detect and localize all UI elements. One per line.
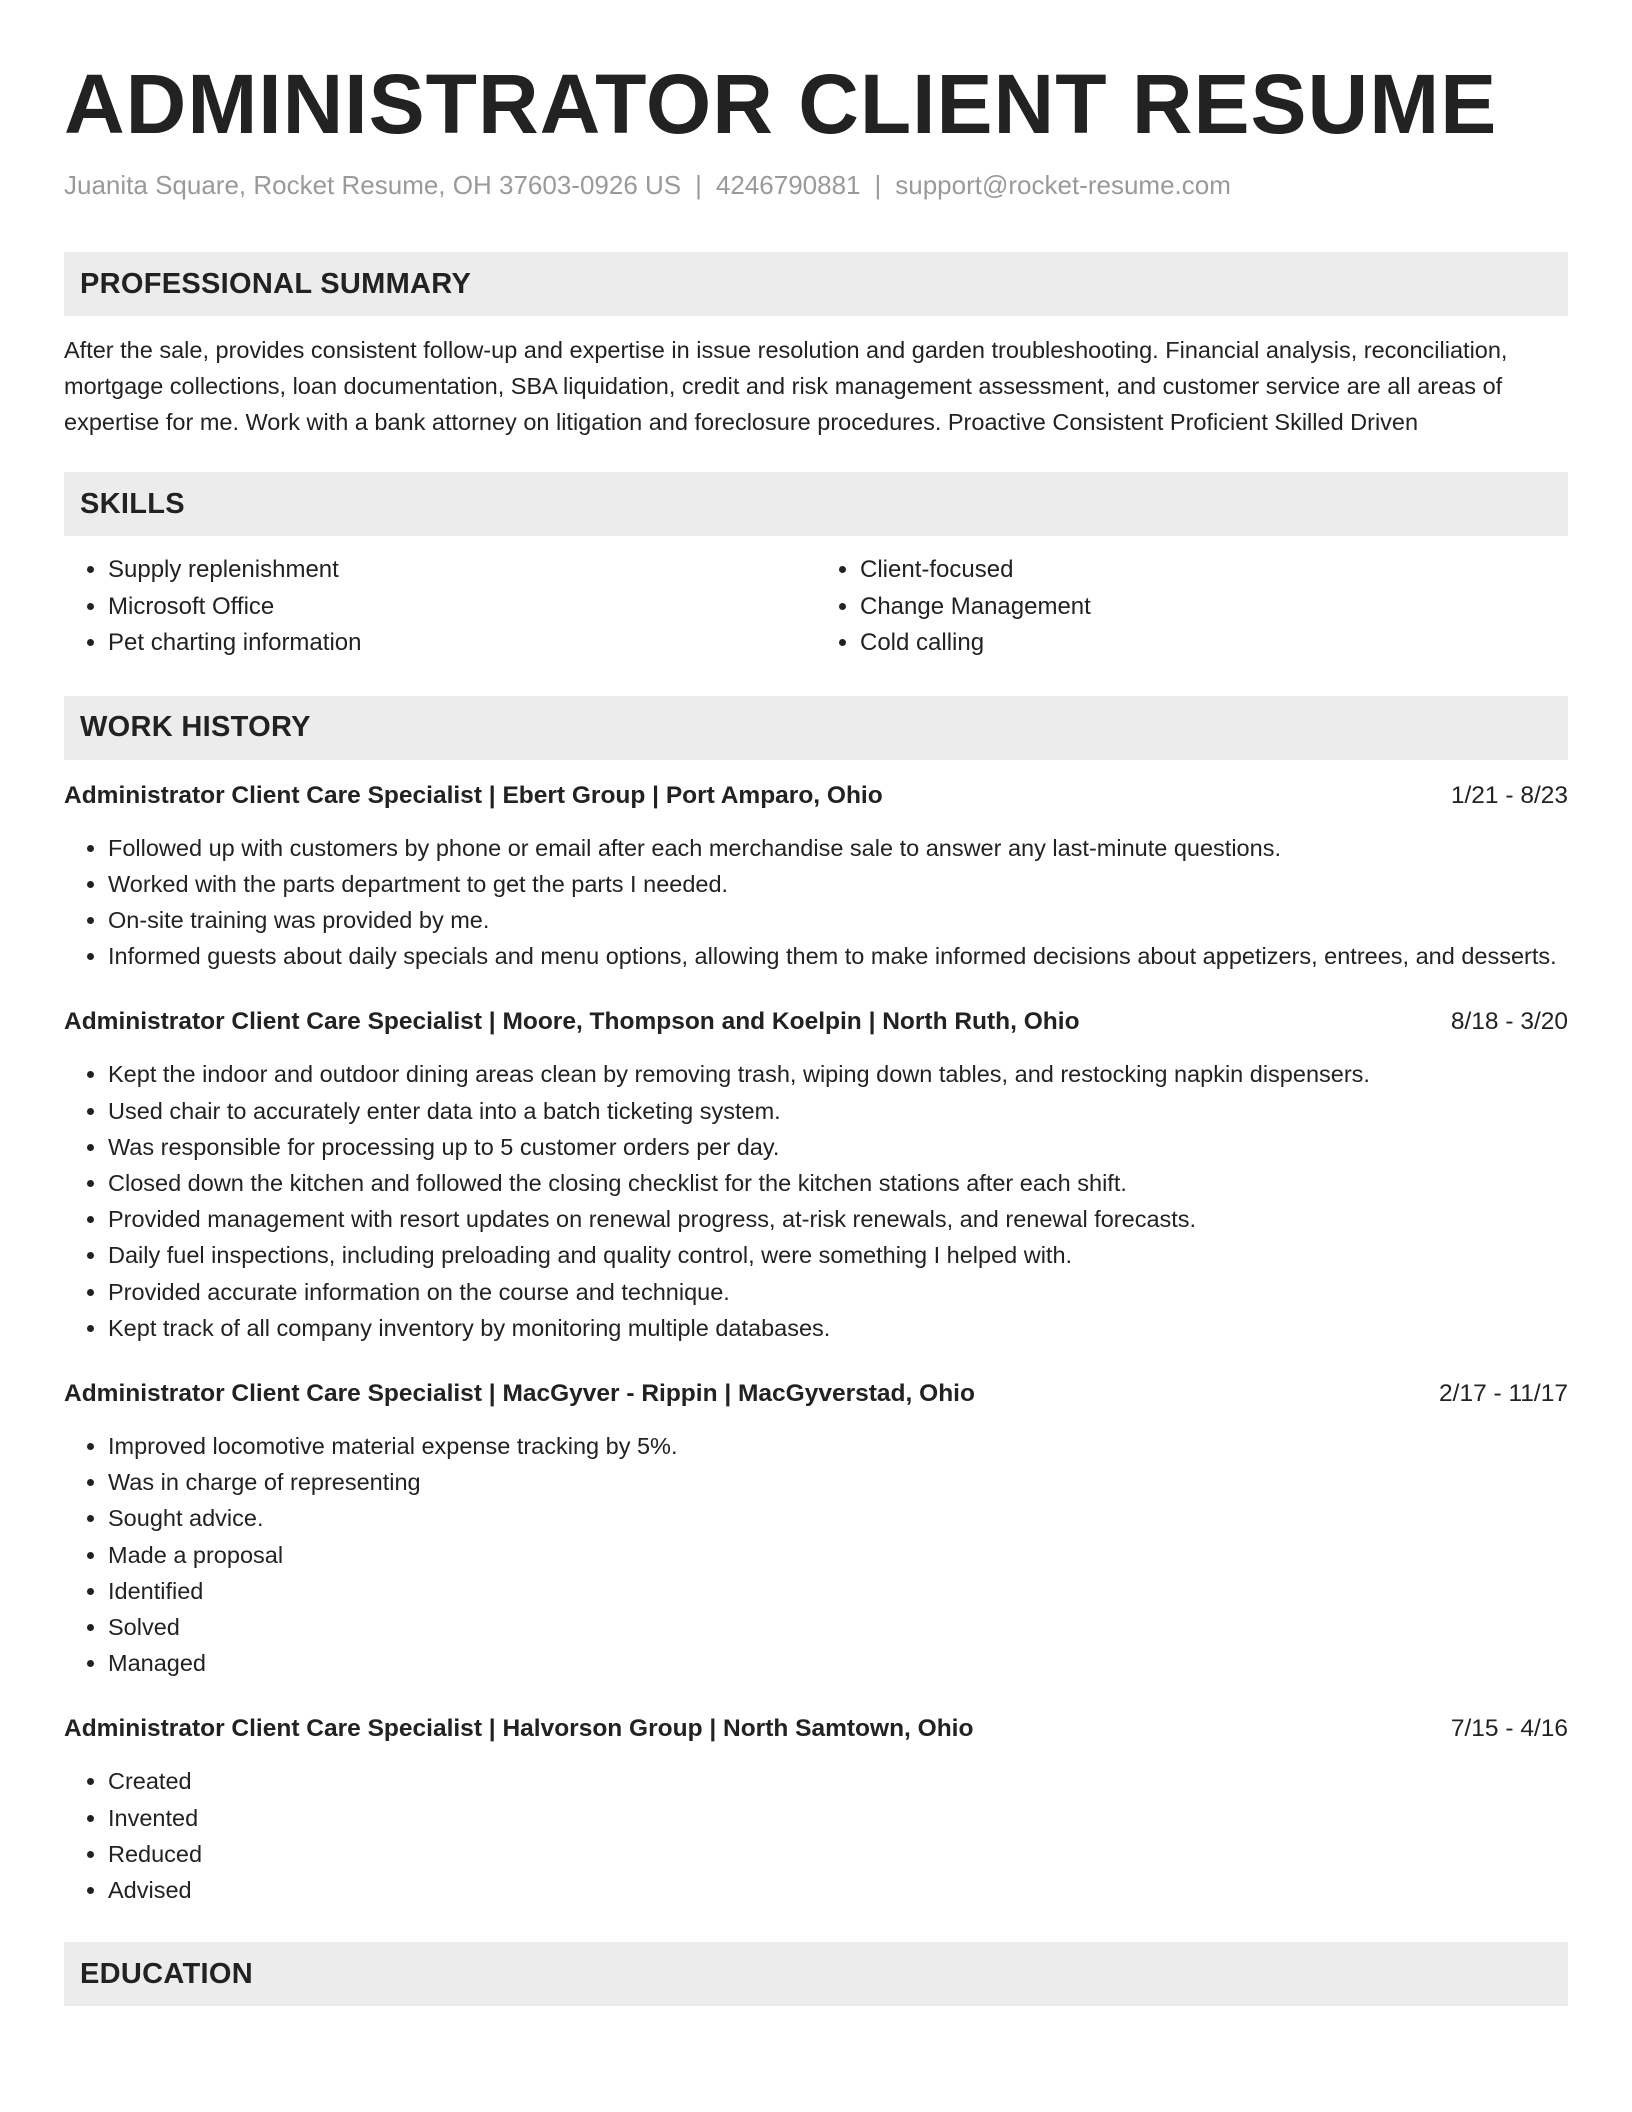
job-bullet: • Worked with the parts department to get the parts I needed. [108, 866, 1568, 902]
job-bullet-list [64, 1763, 1568, 1908]
skills-grid [64, 552, 1568, 662]
summary-text: After the sale, provides consistent follow-up and expertise in issue resolution and garden troubleshooting. Financial analysis, reconciliation, mortgage collections, loan documentation, SBA liquidation, credit and risk management assessment, and customer service are all areas of expertise for me. Work with a bank attorney on litigation and foreclosure procedures. Proactive Consistent Proficient Skilled Driven [64, 337, 1508, 435]
job-title: Administrator Client Care Specialist | Halvorson Group | North Samtown, Ohio [64, 1715, 974, 1743]
job-title: Administrator Client Care Specialist | MacGyver - Rippin | MacGyverstad, Ohio [64, 1379, 975, 1407]
job-bullet: • Provided accurate information on the course and technique. [108, 1274, 1568, 1310]
contact-separator: | [874, 170, 882, 200]
resume-page [64, 0, 1568, 2006]
job-dates: 2/17 - 11/17 [1439, 1379, 1568, 1407]
section-header-skills: SKILLS [64, 472, 1568, 536]
job-bullet: • Followed up with customers by phone or email after each merchandise sale to answer any last-minute questions. [108, 830, 1568, 866]
job-bullet: • Provided management with resort updates on renewal progress, at-risk renewals, and renewal forecasts. [108, 1201, 1568, 1237]
section-header-summary: PROFESSIONAL SUMMARY [64, 252, 1568, 316]
skills-list-left [64, 552, 816, 662]
skill-item: • Microsoft Office [108, 589, 816, 626]
job-bullet: • Daily fuel inspections, including preloading and quality control, were something I helped with. [108, 1237, 1568, 1273]
job-bullet: • Informed guests about daily specials and menu options, allowing them to make informed decisions about appetizers, entrees, and desserts. [108, 938, 1568, 974]
job-bullet: • Sought advice. [108, 1500, 1568, 1536]
section-header-work-history: WORK HISTORY [64, 696, 1568, 760]
skill-item: • Change Management [860, 589, 1568, 626]
job-title: Administrator Client Care Specialist | Moore, Thompson and Koelpin | North Ruth, Ohio [64, 1008, 1080, 1036]
job-bullet-list [64, 1428, 1568, 1681]
section-header-education: EDUCATION [64, 1942, 1568, 2006]
job-dates: 7/15 - 4/16 [1450, 1715, 1568, 1743]
job-dates: 8/18 - 3/20 [1450, 1008, 1568, 1036]
job-bullet: • Was in charge of representing [108, 1464, 1568, 1500]
job-entry [64, 1004, 1568, 1346]
job-title: Administrator Client Care Specialist | Ebert Group | Port Amparo, Ohio [64, 781, 883, 809]
job-bullet: • Kept track of all company inventory by monitoring multiple databases. [108, 1310, 1568, 1346]
job-header [64, 778, 1568, 814]
job-bullet-list [64, 1056, 1568, 1346]
contact-phone: 4246790881 [715, 170, 861, 200]
contact-email: support@rocket-resume.com [895, 170, 1231, 200]
job-bullet: • Advised [108, 1872, 1568, 1908]
job-entry [64, 1711, 1568, 1908]
contact-line [64, 168, 1568, 202]
job-bullet: • Closed down the kitchen and followed the closing checklist for the kitchen stations after each shift. [108, 1165, 1568, 1201]
job-bullet: • Was responsible for processing up to 5 customer orders per day. [108, 1129, 1568, 1165]
job-bullet: • Reduced [108, 1836, 1568, 1872]
job-bullet: • Identified [108, 1573, 1568, 1609]
job-header [64, 1004, 1568, 1040]
job-bullet: • Managed [108, 1645, 1568, 1681]
contact-separator: | [695, 170, 702, 200]
job-bullet: • Used chair to accurately enter data into a batch ticketing system. [108, 1093, 1568, 1129]
job-bullet: • Kept the indoor and outdoor dining areas clean by removing trash, wiping down tables, and restocking napkin dispensers. [108, 1056, 1568, 1092]
job-bullet: • On-site training was provided by me. [108, 902, 1568, 938]
job-bullet: • Solved [108, 1609, 1568, 1645]
job-bullet: • Improved locomotive material expense tracking by 5%. [108, 1428, 1568, 1464]
skills-list-right [816, 552, 1568, 662]
job-header [64, 1376, 1568, 1412]
contact-address: Juanita Square, Rocket Resume, OH 37603-0926 US [64, 170, 682, 200]
skill-item: • Supply replenishment [108, 552, 816, 589]
job-bullet: • Invented [108, 1800, 1568, 1836]
job-dates: 1/21 - 8/23 [1450, 781, 1568, 809]
job-entry [64, 778, 1568, 975]
job-entry [64, 1376, 1568, 1681]
skill-item: • Cold calling [860, 625, 1568, 662]
job-bullet: • Created [108, 1763, 1568, 1799]
resume-title: ADMINISTRATOR CLIENT RESUME [64, 57, 1498, 151]
job-header [64, 1711, 1568, 1747]
job-bullet: • Made a proposal [108, 1537, 1568, 1573]
job-bullet-list [64, 830, 1568, 975]
skill-item: • Pet charting information [108, 625, 816, 662]
skill-item: • Client-focused [860, 552, 1568, 589]
